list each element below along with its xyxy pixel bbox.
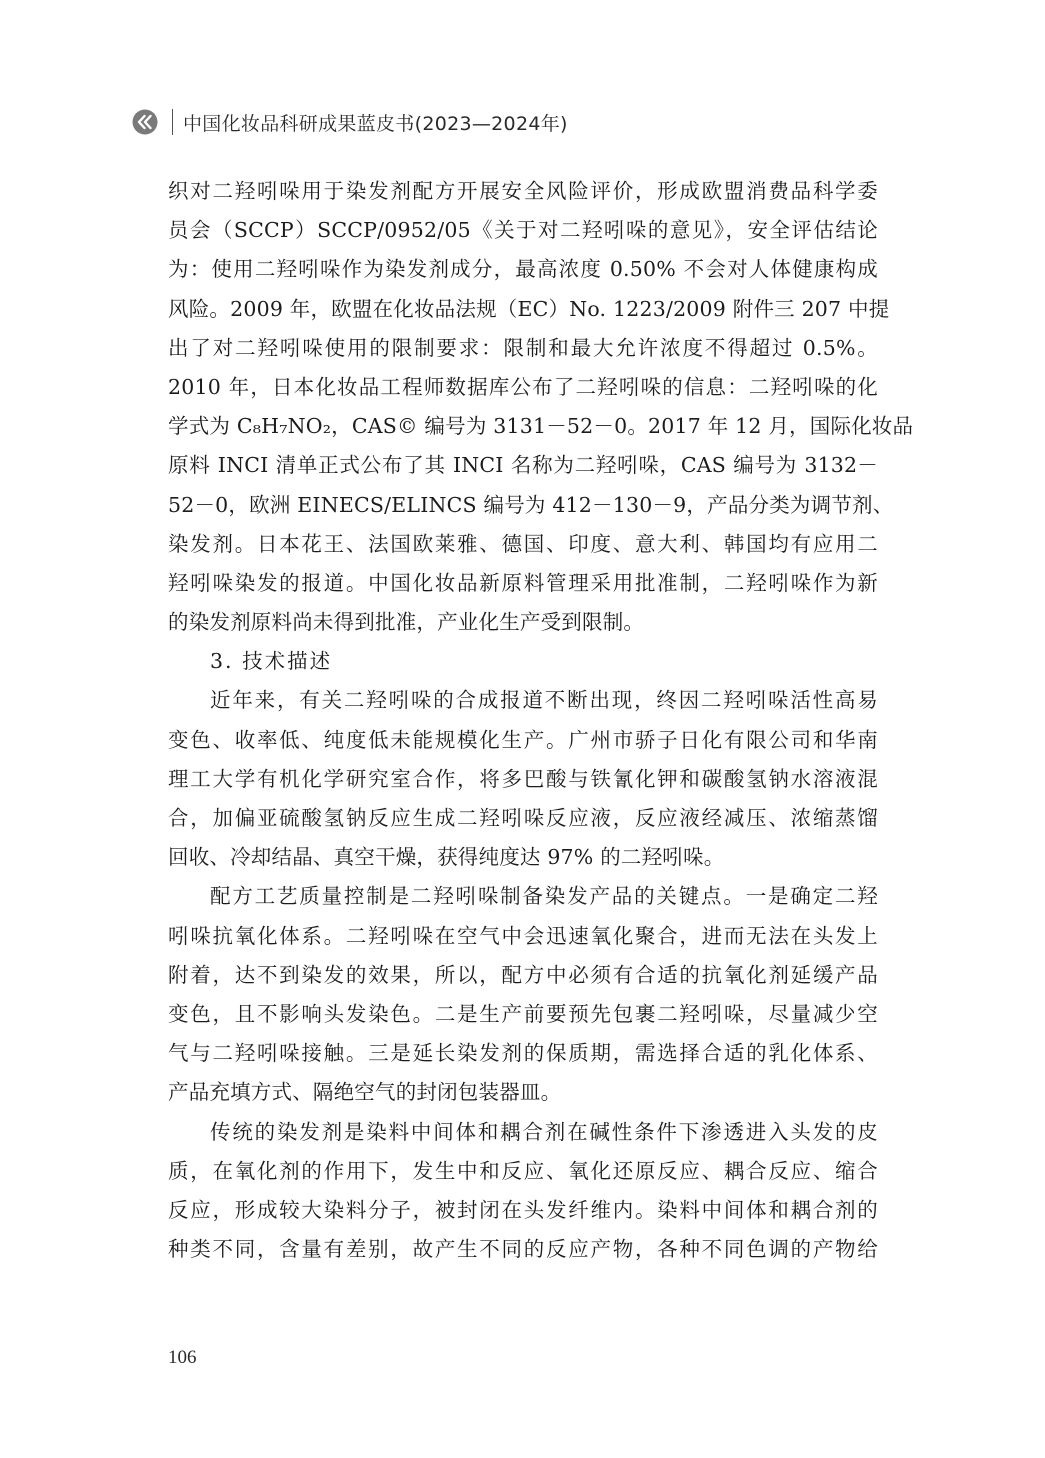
text-line: 的染发剂原料尚未得到批准，产业化生产受到限制。 — [168, 610, 645, 635]
text-line: 反应，形成较大染料分子，被封闭在头发纤维内。染料中间体和耦合剂的 — [168, 1197, 878, 1222]
text-line: 传统的染发剂是染料中间体和耦合剂在碱性条件下渗透进入头发的皮 — [210, 1119, 878, 1144]
text-line: 52－0，欧洲 EINECS/ELINCS 编号为 412－130－9，产品分类为调节剂、 — [168, 492, 894, 517]
running-header — [132, 104, 568, 140]
text-line: 理工大学有机化学研究室合作，将多巴酸与铁氰化钾和碳酸氢钠水溶液混 — [168, 766, 878, 791]
text-line: 染发剂。日本花王、法国欧莱雅、德国、印度、意大利、韩国均有应用二 — [168, 531, 878, 556]
text-line: 2010 年，日本化妆品工程师数据库公布了二羟吲哚的信息：二羟吲哚的化 — [168, 374, 878, 399]
page-body — [168, 172, 914, 1269]
text-line: 织对二羟吲哚用于染发剂配方开展安全风险评价，形成欧盟消费品科学委 — [168, 179, 878, 203]
text-line: 合，加偏亚硫酸氢钠反应生成二羟吲哚反应液，反应液经减压、浓缩蒸馏 — [168, 806, 878, 830]
text-line: 配方工艺质量控制是二羟吲哚制备染发产品的关键点。一是确定二羟 — [210, 884, 878, 909]
text-line: 羟吲哚染发的报道。中国化妆品新原料管理采用批准制，二羟吲哚作为新 — [168, 570, 878, 595]
text-line: 回收、冷却结晶、真空干燥，获得纯度达 97% 的二羟吲哚。 — [168, 845, 725, 870]
text-line: 附着，达不到染发的效果，所以，配方中必须有合适的抗氧化剂延缓产品 — [168, 962, 878, 987]
text-line: 风险。2009 年，欧盟在化妆品法规（EC）No. 1223/2009 附件三 207 中提 — [168, 296, 890, 321]
text-line: 为：使用二羟吲哚作为染发剂成分，最高浓度 0.50% 不会对人体健康构成 — [168, 257, 878, 282]
text-line: 近年来，有关二羟吲哚的合成报道不断出现，终因二羟吲哚活性高易 — [210, 688, 878, 713]
book-title: 中国化妆品科研成果蓝皮书(2023—2024年) — [183, 112, 568, 135]
page-number: 106 — [168, 1347, 197, 1368]
text-line: 质，在氧化剂的作用下，发生中和反应、氧化还原反应、耦合反应、缩合 — [168, 1158, 878, 1183]
text-line: 学式为 C₈H₇NO₂，CAS© 编号为 3131－52－0。2017 年 12 月，国际化妆品 — [168, 414, 914, 439]
text-line: 种类不同，含量有差别，故产生不同的反应产物，各种不同色调的产物给 — [168, 1237, 878, 1262]
text-line: 出了对二羟吲哚使用的限制要求：限制和最大允许浓度不得超过 0.5%。 — [168, 335, 878, 360]
text-line: 员会（SCCP）SCCP/0952/05《关于对二羟吲哚的意见》，安全评估结论 — [168, 218, 878, 243]
header-divider — [172, 109, 173, 135]
text-line: 产品充填方式、隔绝空气的封闭包装器皿。 — [168, 1080, 562, 1105]
text-line: 气与二羟吲哚接触。三是延长染发剂的保质期，需选择合适的乳化体系、 — [168, 1041, 878, 1066]
text-line: 变色、收率低、纯度低未能规模化生产。广州市骄子日化有限公司和华南 — [168, 727, 878, 752]
double-chevron-left-icon — [132, 109, 158, 135]
text-line: 吲哚抗氧化体系。二羟吲哚在空气中会迅速氧化聚合，进而无法在头发上 — [168, 923, 878, 948]
text-line: 原料 INCI 清单正式公布了其 INCI 名称为二羟吲哚，CAS 编号为 3132－ — [168, 453, 878, 478]
text-line: 变色，且不影响头发染色。二是生产前要预先包裹二羟吲哚，尽量减少空 — [168, 1001, 878, 1026]
section-heading: 3. 技术描述 — [210, 649, 333, 674]
